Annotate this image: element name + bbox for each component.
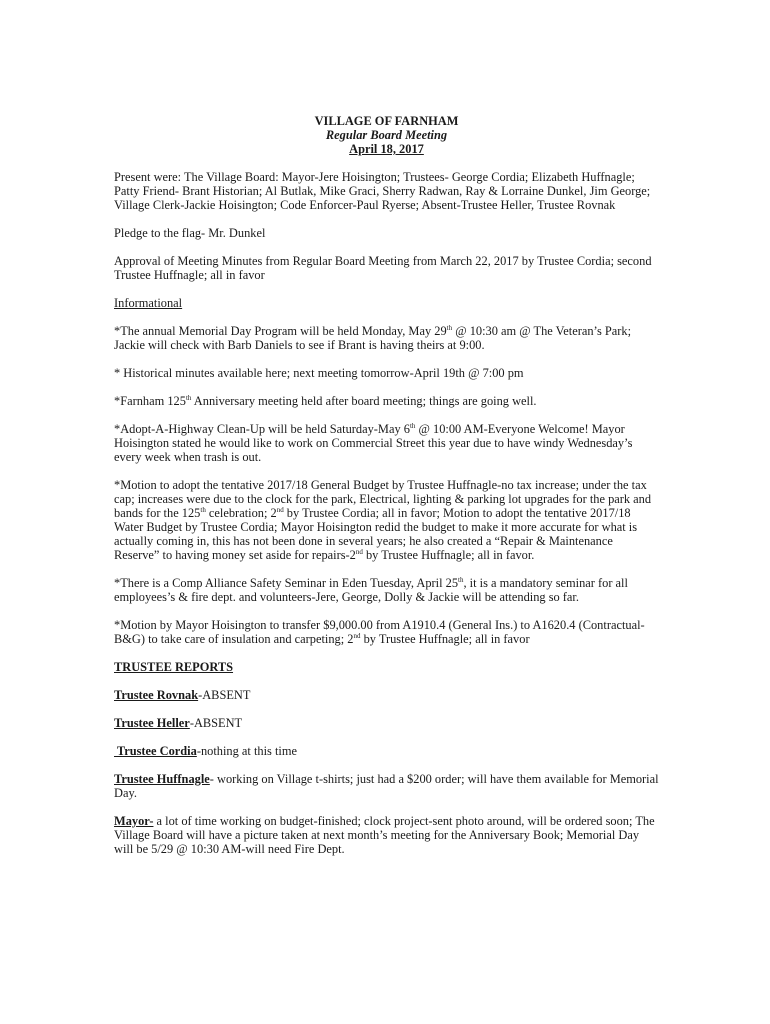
- historical-item: * Historical minutes available here; next meeting tomorrow-April 19th @ 7:00 pm: [114, 366, 524, 380]
- transfer-motion-item: *Motion by Mayor Hoisington to transfer $9,000.00 from A1910.4 (General Ins.) to A1620.4 (Contractual-B&G) to take care of insulation and carpeting; 2nd by Trustee Huffnagle; all in favor: [114, 618, 645, 646]
- safety-seminar-item: *There is a Comp Alliance Safety Seminar in Eden Tuesday, April 25th, it is a mandatory seminar for all employees’s & fire dept. and volunteers-Jere, George, Dolly & Jackie will be attending so far.: [114, 575, 628, 604]
- report-heller: Trustee Heller-ABSENT: [114, 716, 243, 730]
- trustee-reports-heading: TRUSTEE REPORTS: [114, 660, 234, 674]
- report-huffnagle: Trustee Huffnagle- working on Village t-shirts; just had a $200 order; will have them available for Memorial Day.: [114, 772, 659, 800]
- adopt-a-highway-item: *Adopt-A-Highway Clean-Up will be held Saturday-May 6th @ 10:00 AM-Everyone Welcome! Mayor Hoisington stated he would like to work on Commercial Street this year due to have windy Wednesday’s every week when trash is out.: [114, 421, 633, 464]
- memorial-day-item: *The annual Memorial Day Program will be held Monday, May 29th @ 10:30 am @ The Veteran’s Park; Jackie will check with Barb Daniels to see if Brant is having theirs at 9:00.: [114, 323, 632, 352]
- report-cordia: Trustee Cordia-nothing at this time: [114, 744, 297, 758]
- document-page: [114, 114, 659, 870]
- attendance-paragraph: Present were: The Village Board: Mayor-Jere Hoisington; Trustees- George Cordia; Elizabeth Huffnagle; Patty Friend- Brant Historian; Al Butlak, Mike Graci, Sherry Radwan, Ray & Lorraine Dunkel, Jim George; Village Clerk-Jackie Hoisington; Code Enforcer-Paul Ryerse; Absent-Trustee Heller, Trustee Rovnak: [114, 170, 651, 212]
- approval-paragraph: Approval of Meeting Minutes from Regular Board Meeting from March 22, 2017 by Trustee Cordia; second Trustee Huffnagle; all in favor: [114, 254, 652, 282]
- anniversary-item: *Farnham 125th Anniversary meeting held after board meeting; things are going well.: [114, 393, 537, 408]
- page-title: VILLAGE OF FARNHAM: [314, 114, 459, 128]
- informational-heading: Informational: [114, 296, 183, 310]
- pledge-paragraph: Pledge to the flag- Mr. Dunkel: [114, 226, 266, 240]
- report-rovnak: Trustee Rovnak-ABSENT: [114, 688, 251, 702]
- meeting-subtitle: Regular Board Meeting: [325, 128, 448, 142]
- budget-motion-item: *Motion to adopt the tentative 2017/18 General Budget by Trustee Huffnagle-no tax increase; under the tax cap; increases were due to the clock for the park, Electrical, lighting & parking lot upgrades for the park and bands for the 125th celebration; 2nd by Trustee Cordia; all in favor; Motion to adopt the tentative 2017/18 Water Budget by Trustee Cordia; Mayor Hoisington redid the budget to make it more accurate for what is actually coming in, this has not been done in several years; he also created a “Repair & Maintenance Reserve” to having money set aside for repairs-2nd by Trustee Huffnagle; all in favor.: [114, 478, 652, 562]
- meeting-date: April 18, 2017: [349, 142, 424, 156]
- document-header: [114, 114, 659, 156]
- report-mayor: Mayor- a lot of time working on budget-finished; clock project-sent photo around, will be ordered soon; The Village Board will have a picture taken at next month’s meeting for the Anniversary Book; Memorial Day will be 5/29 @ 10:30 AM-will need Fire Dept.: [114, 814, 655, 856]
